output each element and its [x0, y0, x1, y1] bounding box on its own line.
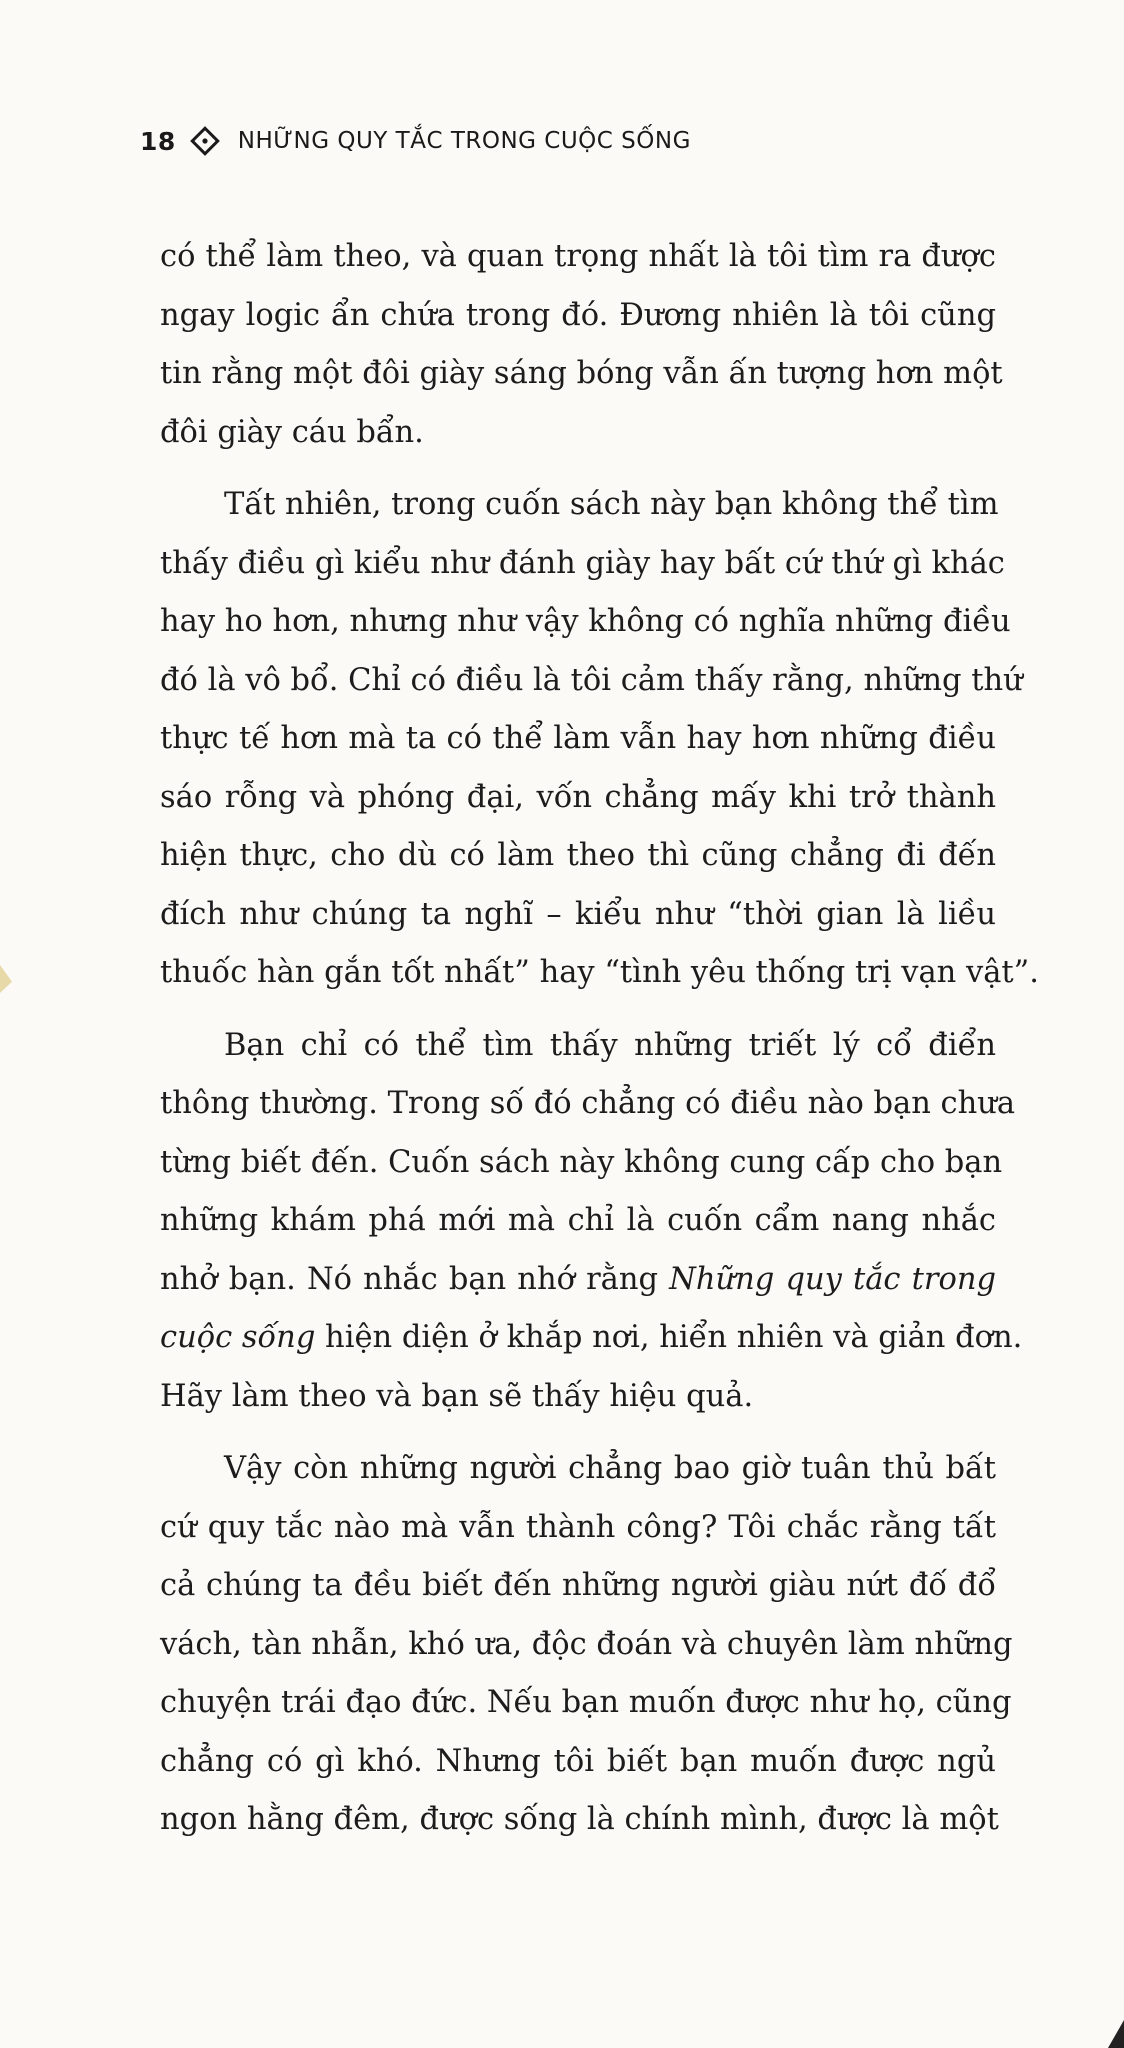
text-line [160, 944, 1039, 1003]
paragraph [160, 228, 1003, 462]
body-text [160, 228, 1039, 1864]
text-line [160, 827, 996, 886]
text-line [160, 1075, 1016, 1134]
text-segment: từng biết đến. Cuốn sách này không cung cấp cho bạn [160, 1144, 1003, 1180]
italic-book-title: Những quy tắc trong [669, 1261, 996, 1297]
page-corner-shadow [1108, 2020, 1124, 2048]
italic-book-title: cuộc sống [160, 1320, 316, 1355]
text-line [160, 1733, 996, 1792]
text-segment: thông thường. Trong số đó chẳng có điều nào bạn chưa [160, 1086, 1016, 1121]
text-segment: vách, tàn nhẫn, khó ưa, độc đoán và chuyên làm những [160, 1626, 1013, 1662]
text-line [160, 535, 1005, 594]
paragraph [160, 1440, 1013, 1850]
text-segment: thực tế hơn mà ta có thể làm vẫn hay hơn những điều [160, 721, 996, 756]
text-segment: đôi giày cáu bẩn. [160, 414, 424, 450]
text-segment: Vậy còn những người chẳng bao giờ tuân thủ bất [224, 1451, 996, 1486]
text-segment: Hãy làm theo và bạn sẽ thấy hiệu quả. [160, 1378, 754, 1414]
text-line [160, 1499, 996, 1558]
text-segment: hiện thực, cho dù có làm theo thì cũng chẳng đi đến [160, 838, 996, 873]
text-line [160, 886, 996, 945]
text-line [160, 287, 996, 346]
text-line [160, 1674, 1012, 1733]
running-header [140, 126, 691, 156]
text-line [160, 710, 996, 769]
text-line [160, 1557, 996, 1616]
running-title: NHỮNG QUY TẮC TRONG CUỘC SỐNG [237, 128, 691, 154]
text-segment: sáo rỗng và phóng đại, vốn chẳng mấy khi trở thành [160, 779, 996, 815]
page-edge-mark [0, 965, 12, 993]
text-segment: hiện diện ở khắp nơi, hiển nhiên và giản đơn. [315, 1320, 1023, 1355]
text-line [160, 1017, 996, 1076]
text-segment: những khám phá mới mà chỉ là cuốn cẩm nang nhắc [160, 1203, 996, 1238]
text-line [160, 1791, 999, 1850]
text-line [160, 228, 996, 287]
text-line [160, 476, 999, 535]
text-segment: ngay logic ẩn chứa trong đó. Đương nhiên là tôi cũng [160, 297, 996, 333]
page-number: 18 [140, 126, 176, 156]
text-line [160, 404, 996, 463]
text-segment: Bạn chỉ có thể tìm thấy những triết lý cổ điển [224, 1027, 996, 1063]
text-line [160, 345, 1003, 404]
text-segment: chẳng có gì khó. Nhưng tôi biết bạn muốn được ngủ [160, 1743, 996, 1779]
text-line [160, 593, 1011, 652]
text-segment: thấy điều gì kiểu như đánh giày hay bất cứ thứ gì khác [160, 545, 1005, 581]
text-segment: thuốc hàn gắn tốt nhất” hay “tình yêu thống trị vạn vật”. [160, 955, 1039, 990]
text-segment: tin rằng một đôi giày sáng bóng vẫn ấn tượng hơn một [160, 356, 1003, 391]
text-segment: ngon hằng đêm, được sống là chính mình, được là một [160, 1802, 999, 1837]
diamond-dot-icon [190, 126, 220, 156]
text-line [160, 1192, 996, 1251]
text-line [160, 1309, 1023, 1368]
paragraph [160, 476, 1039, 1003]
text-segment: nhở bạn. Nó nhắc bạn nhớ rằng [160, 1261, 670, 1297]
text-segment: đó là vô bổ. Chỉ có điều là tôi cảm thấy rằng, những thứ [160, 662, 1023, 698]
text-line [160, 1368, 996, 1427]
paragraph [160, 1017, 1023, 1427]
text-segment: chuyện trái đạo đức. Nếu bạn muốn được như họ, cũng [160, 1685, 1012, 1720]
text-segment: có thể làm theo, và quan trọng nhất là tôi tìm ra được [160, 239, 996, 274]
text-line [160, 769, 996, 828]
text-line [160, 1440, 996, 1499]
text-segment: cả chúng ta đều biết đến những người giàu nứt đố đổ [160, 1568, 996, 1603]
text-line [160, 1134, 1003, 1193]
text-segment: Tất nhiên, trong cuốn sách này bạn không thể tìm [224, 487, 999, 522]
text-line [160, 1616, 1013, 1675]
text-line [160, 1251, 996, 1310]
text-segment: đích như chúng ta nghĩ – kiểu như “thời gian là liều [160, 896, 996, 932]
text-line [160, 652, 1023, 711]
text-segment: hay ho hơn, nhưng như vậy không có nghĩa những điều [160, 604, 1011, 639]
text-segment: cứ quy tắc nào mà vẫn thành công? Tôi chắc rằng tất [160, 1509, 996, 1545]
